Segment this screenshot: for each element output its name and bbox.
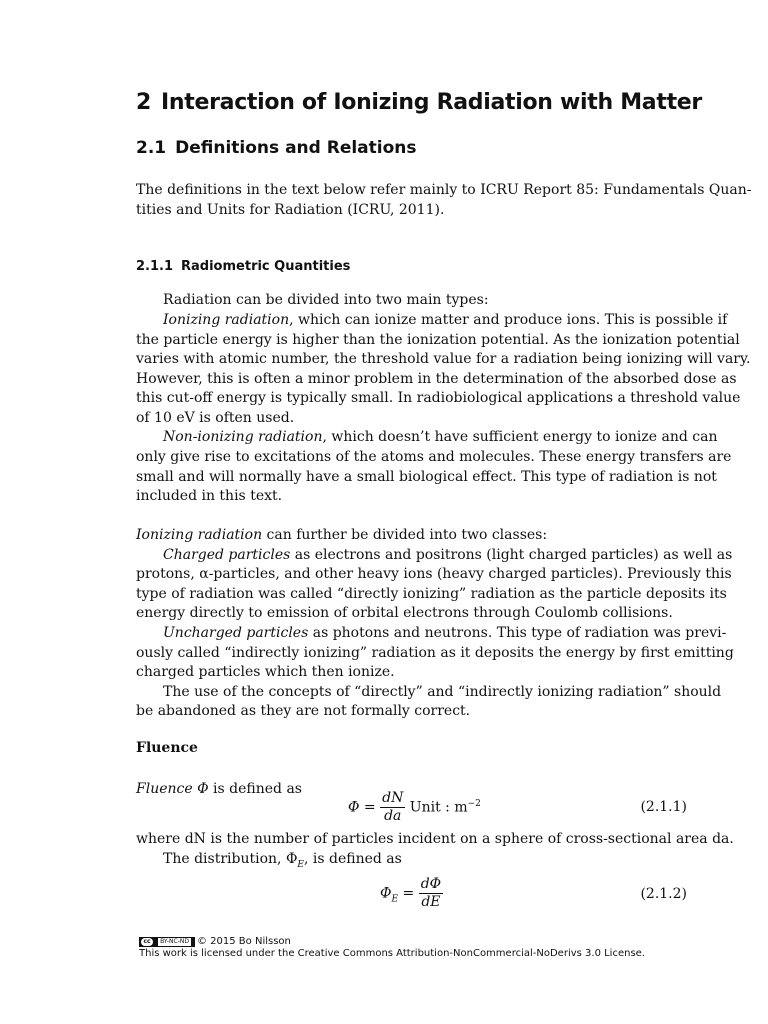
section-number: 2.1 — [136, 138, 167, 158]
distribution-subscript: E — [297, 859, 304, 870]
p1-line-2-text: , which can ionize matter and produce ions. This is possible if — [289, 312, 728, 328]
eq1-unit-exponent: −2 — [467, 798, 481, 809]
p1-term-ionizing: Ionizing radiation — [163, 312, 290, 328]
section-title: Definitions and Relations — [175, 138, 417, 158]
eq2-equals: = — [402, 885, 415, 902]
distribution-rest: , is defined as — [304, 851, 402, 867]
license-notice: This work is licensed under the Creative Commons Attribution-NonCommercial-NoDerivs 3.0 License. — [139, 948, 645, 959]
p2-line-10: be abandoned as they are not formally correct. — [136, 703, 471, 719]
p2-term-ionizing: Ionizing radiation — [136, 527, 263, 543]
eq2-denominator: dE — [421, 894, 441, 910]
intro-line-1: The definitions in the text below refer mainly to ICRU Report 85: Fundamentals Quan- — [136, 182, 752, 198]
equation-number-2-1-1: (2.1.1) — [640, 799, 687, 815]
p1-line-10: small and will normally have a small biological effect. This type of radiation is not — [136, 469, 717, 485]
p2-term-charged: Charged particles — [163, 547, 291, 563]
eq1-unit: Unit : m — [409, 799, 468, 816]
eq1-numerator: dN — [382, 790, 404, 806]
p2-line-1 — [136, 525, 687, 545]
p2-line-9: The use of the concepts of “directly” and “indirectly ionizing radiation” should — [163, 684, 722, 700]
fluence-distribution-line — [163, 849, 687, 875]
eq2-lhs: Φ — [380, 885, 392, 902]
eq2-lhs-subscript: E — [391, 894, 399, 905]
p2-line-2-text: as electrons and positrons (light charged particles) as well as — [290, 547, 733, 563]
p1-line-6: this cut-off energy is typically small. In radiobiological applications a threshold value — [136, 390, 741, 406]
subsection-heading — [136, 259, 350, 274]
p1-line-2 — [163, 310, 728, 330]
p1-line-7: of 10 eV is often used. — [136, 410, 295, 426]
p1-line-8-text: , which doesn’t have sufficient energy to ionize and can — [322, 429, 718, 445]
fluence-definition-text: is defined as — [208, 781, 302, 797]
equation-2-1-1 — [348, 790, 481, 825]
p1-line-1: Radiation can be divided into two main types: — [163, 292, 489, 308]
p2-line-7: ously called “indirectly ionizing” radiation as it deposits the energy by first emitting — [136, 645, 734, 661]
intro-line-2: tities and Units for Radiation (ICRU, 2011). — [136, 202, 445, 218]
cc-license-badge[interactable] — [139, 937, 195, 947]
subsection-title: Radiometric Quantities — [181, 259, 351, 274]
eq1-fraction — [380, 790, 405, 825]
copyright-notice: © 2015 Bo Nilsson — [197, 936, 291, 947]
eq2-fraction — [419, 876, 443, 911]
chapter-heading — [136, 90, 702, 115]
p1-line-9: only give rise to excitations of the atoms and molecules. These energy transfers are — [136, 449, 732, 465]
eq2-numerator: dΦ — [420, 876, 442, 892]
fluence-term: Fluence Φ — [136, 781, 209, 797]
fluence-where-line: where dN is the number of particles incident on a sphere of cross-sectional area da. — [136, 831, 734, 847]
p2-line-8: charged particles which then ionize. — [136, 664, 395, 680]
chapter-title: Interaction of Ionizing Radiation with Matter — [161, 90, 702, 115]
cc-badge-text: BY-NC-ND — [160, 938, 189, 945]
eq1-lhs: Φ = — [348, 799, 376, 816]
distribution-text: The distribution, Φ — [163, 851, 298, 867]
p2-line-6-text: as photons and neutrons. This type of radiation was previ- — [308, 625, 727, 641]
equation-number-2-1-2: (2.1.2) — [640, 886, 687, 902]
p1-line-8 — [163, 427, 718, 447]
eq1-denominator: da — [384, 808, 402, 824]
p2-line-4: type of radiation was called “directly ionizing” radiation as the particle deposits its — [136, 586, 727, 602]
p1-line-11: included in this text. — [136, 488, 283, 504]
p2-line-5: energy directly to emission of orbital electrons through Coulomb collisions. — [136, 605, 673, 621]
p2-line-6 — [163, 623, 727, 643]
p1-term-nonionizing: Non-ionizing radiation — [163, 429, 323, 445]
chapter-number: 2 — [136, 90, 152, 115]
p2-term-uncharged: Uncharged particles — [163, 625, 309, 641]
cc-logo-icon: cc — [141, 938, 153, 946]
subsection-number: 2.1.1 — [136, 259, 174, 274]
p1-line-5: However, this is often a minor problem in the determination of the absorbed dose as — [136, 371, 737, 387]
equation-2-1-2 — [380, 876, 443, 911]
p1-line-4: varies with atomic number, the threshold value for a radiation being ionizing will vary. — [136, 351, 751, 367]
section-heading — [136, 138, 417, 158]
p2-line-2 — [163, 545, 733, 565]
p1-line-3: the particle energy is higher than the ionization potential. As the ionization potential — [136, 332, 740, 348]
p2-line-3: protons, α-particles, and other heavy ions (heavy charged particles). Previously this — [136, 566, 732, 582]
fluence-heading: Fluence — [136, 740, 198, 756]
p2-line-1-text: can further be divided into two classes: — [262, 527, 548, 543]
